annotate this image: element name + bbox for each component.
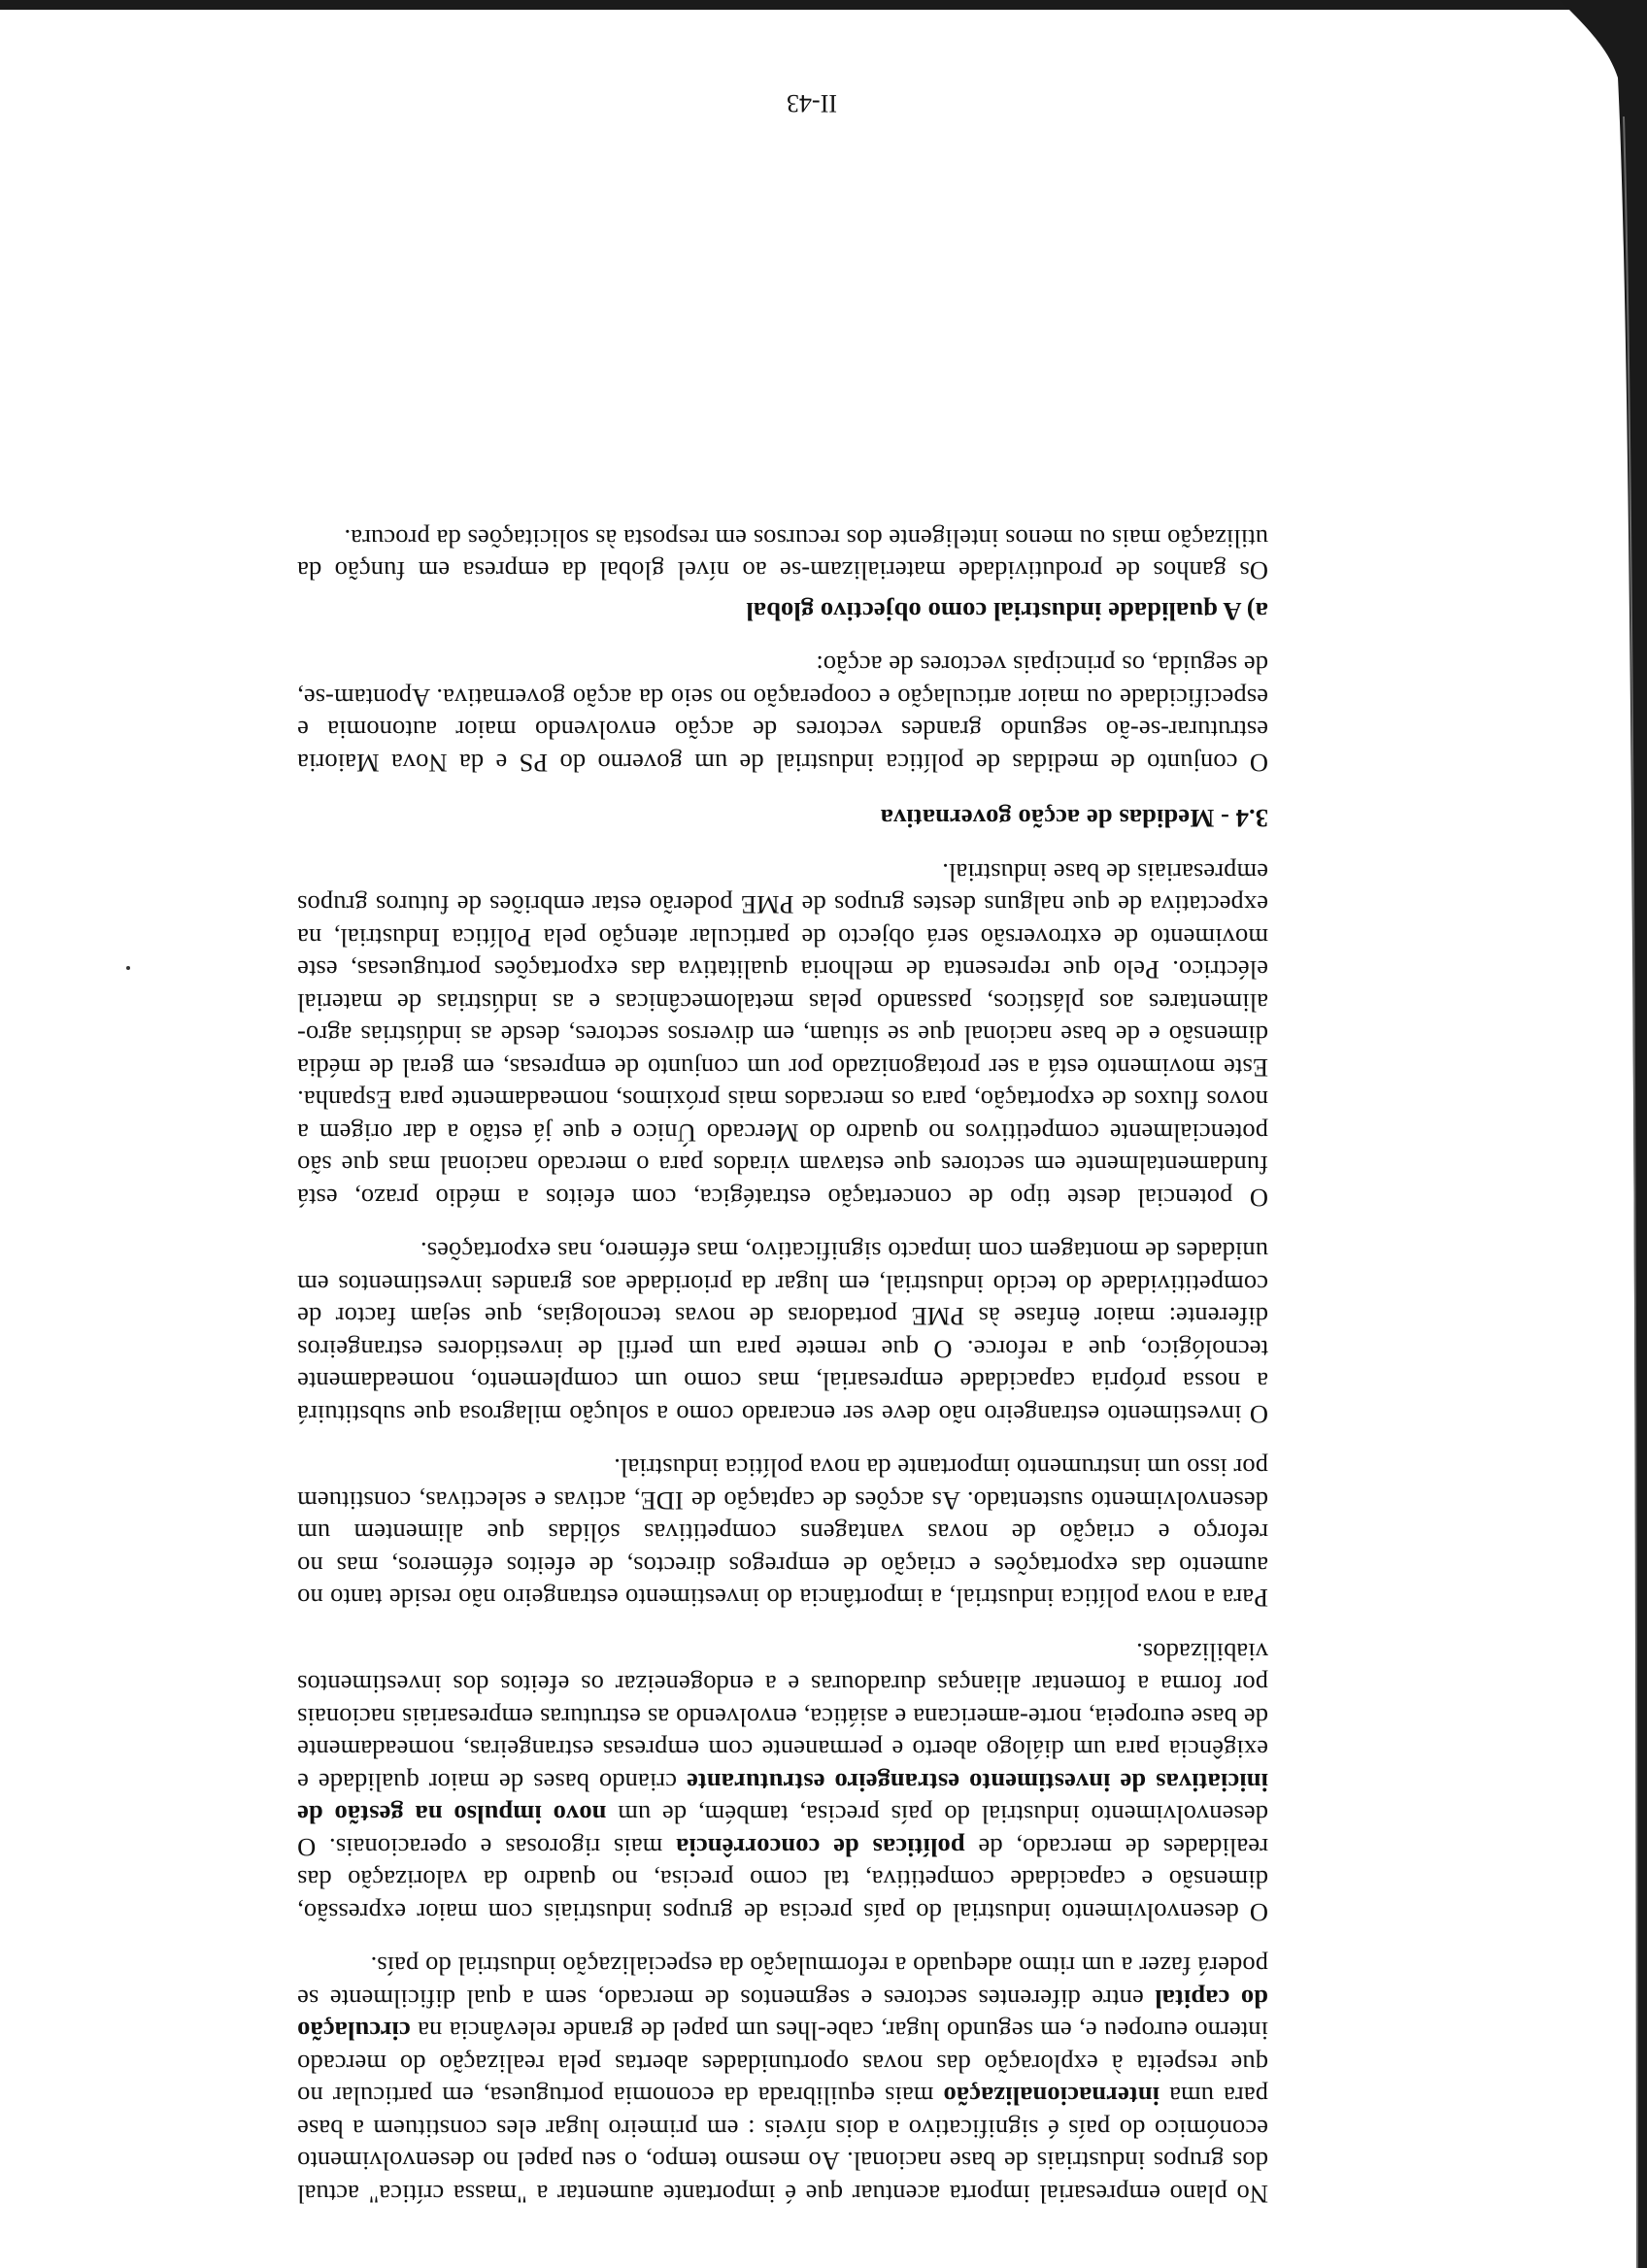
paragraph-3 — [297, 1451, 1268, 1615]
subsection-text: Os ganhos de produtividade materializam-se ao nível global da empresa em função da utilização mais ou menos inteligente dos recursos em resposta às solicitações da procura. — [297, 524, 1268, 586]
section-intro: O conjunto de medidas de política industrial de um governo do PS e da Nova Maioria estruturar-se-ão segundo grandes vectores de acção envolvendo maior autonomia e especificidade ou maior articulação e cooperação no seio da acção governativa. Apontam-se, de seguida, os principais vectores de acção: — [297, 650, 1268, 778]
body-text: Para a nova política industrial, a importância do investimento estrangeiro não reside tanto no aumento das exportações e criação de empregos directos, de efeitos efémeros, mas no reforço e criação de novas vantagens competitivas sólidas que alimentem um desenvolvimento sustentado. As acções de captação de IDE, activas e selectivas, constituem por isso um instrumento importante da nova política industrial. — [297, 1453, 1268, 1614]
body-text: O potencial deste tipo de concertação estratégica, com efeitos a médio prazo, está fundamentalmente em sectores que estavam virados para o mercado nacional mas que são potencialmente competitivos no quadro do Mercado Único e que já estão a dar origem a novos fluxos de exportação, para os mercados mais próximos, nomeadamente para Espanha. Este movimento está a ser protagonizado por um conjunto de empresas, em geral de média dimensão e de base nacional que se situam, em diversos sectores, desde as indústrias agro-alimentares aos plásticos, passando pelas metalomecânicas e as indústrias de material eléctrico. Pelo que representa de melhoria qualitativa das exportações portuguesas, este movimento de extroversão será objecto de particular atenção pela Política Industrial, na expectativa de que nalguns destes grupos de PME poderão estar embriões de futuros grupos empresariais de base industrial. — [297, 858, 1268, 1213]
section-heading: 3.4 - Medidas de acção governativa — [880, 804, 1268, 834]
paragraph-2 — [297, 1636, 1268, 1929]
paragraph-5 — [297, 856, 1268, 1215]
paragraph-1 — [297, 1950, 1268, 2210]
emphasis-text: políticas de concorrência — [676, 1833, 965, 1862]
body-text: criando bases de maior qualidade e exigência para um diálogo aberto e permanente com empresas estrangeiras, nomeadamente de base europeia, norte-americana e asiática, envolvendo as estruturas empresariais nacionais por forma a fomentar alianças duradouras e a endogeneizar os efeitos dos investimentos viabilizados. — [297, 1638, 1268, 1797]
subsection-heading: a) A qualidade industrial como objectivo global — [746, 597, 1268, 626]
emphasis-text: internacionalização — [943, 2082, 1160, 2112]
paragraph-4 — [297, 1235, 1268, 1430]
emphasis-text: novo impulso na gestão de iniciativas de investimento estrangeiro estruturante — [297, 1768, 1268, 1830]
text-column — [297, 501, 1268, 2211]
emphasis-text: circulação do capital — [297, 1984, 1268, 2047]
body-text: mais rigorosas e operacionais. O desenvolvimento industrial do país precisa, também, de um — [296, 1800, 1268, 1862]
body-text: entre diferentes sectores e segmentos de mercado, sem a qual dificilmente se poderá fazer a um ritmo adequado a reformulação da especialização industrial do país. — [297, 1951, 1268, 2014]
body-text: No plano empresarial importa acentuar que é importante aumentar a "massa crítica" actual dos grupos industriais de base nacional. Ao mesmo tempo, o seu papel no desenvolvimento económico do país é significativo a dois níveis : em primeiro lugar eles constituem a base para uma — [297, 2082, 1268, 2209]
body-text: O investimento estrangeiro não deve ser encarado como a solução milagrosa que substituirá a nossa própria capacidade empresarial, mas como um complemento, nomeadamente tecnológico, que a reforce. O que remete para um perfil de investidores estrangeiros diferente: maior ênfase às PME portadoras de novas tecnologias, que sejam factor de competitividade do tecido industrial, em lugar da prioridade aos grandes investimentos em unidades de montagem com impacto significativo, mas efémero, nas exportações. — [297, 1237, 1268, 1429]
body-text: O desenvolvimento industrial do país precisa de grupos industriais com maior expressão, dimensão e capacidade competitiva, tal como precisa, no quadro da valorização das realidades de mercado, de — [297, 1833, 1268, 1927]
body-text: mais equilibrada da economia portuguesa, em particular no que respeita à exploração das novas oportunidades abertas pela realização do mercado interno europeu e, em segundo lugar, cabe-lhes um papel de grande relevância na — [297, 2017, 1268, 2112]
page-number: II-43 — [787, 89, 837, 117]
